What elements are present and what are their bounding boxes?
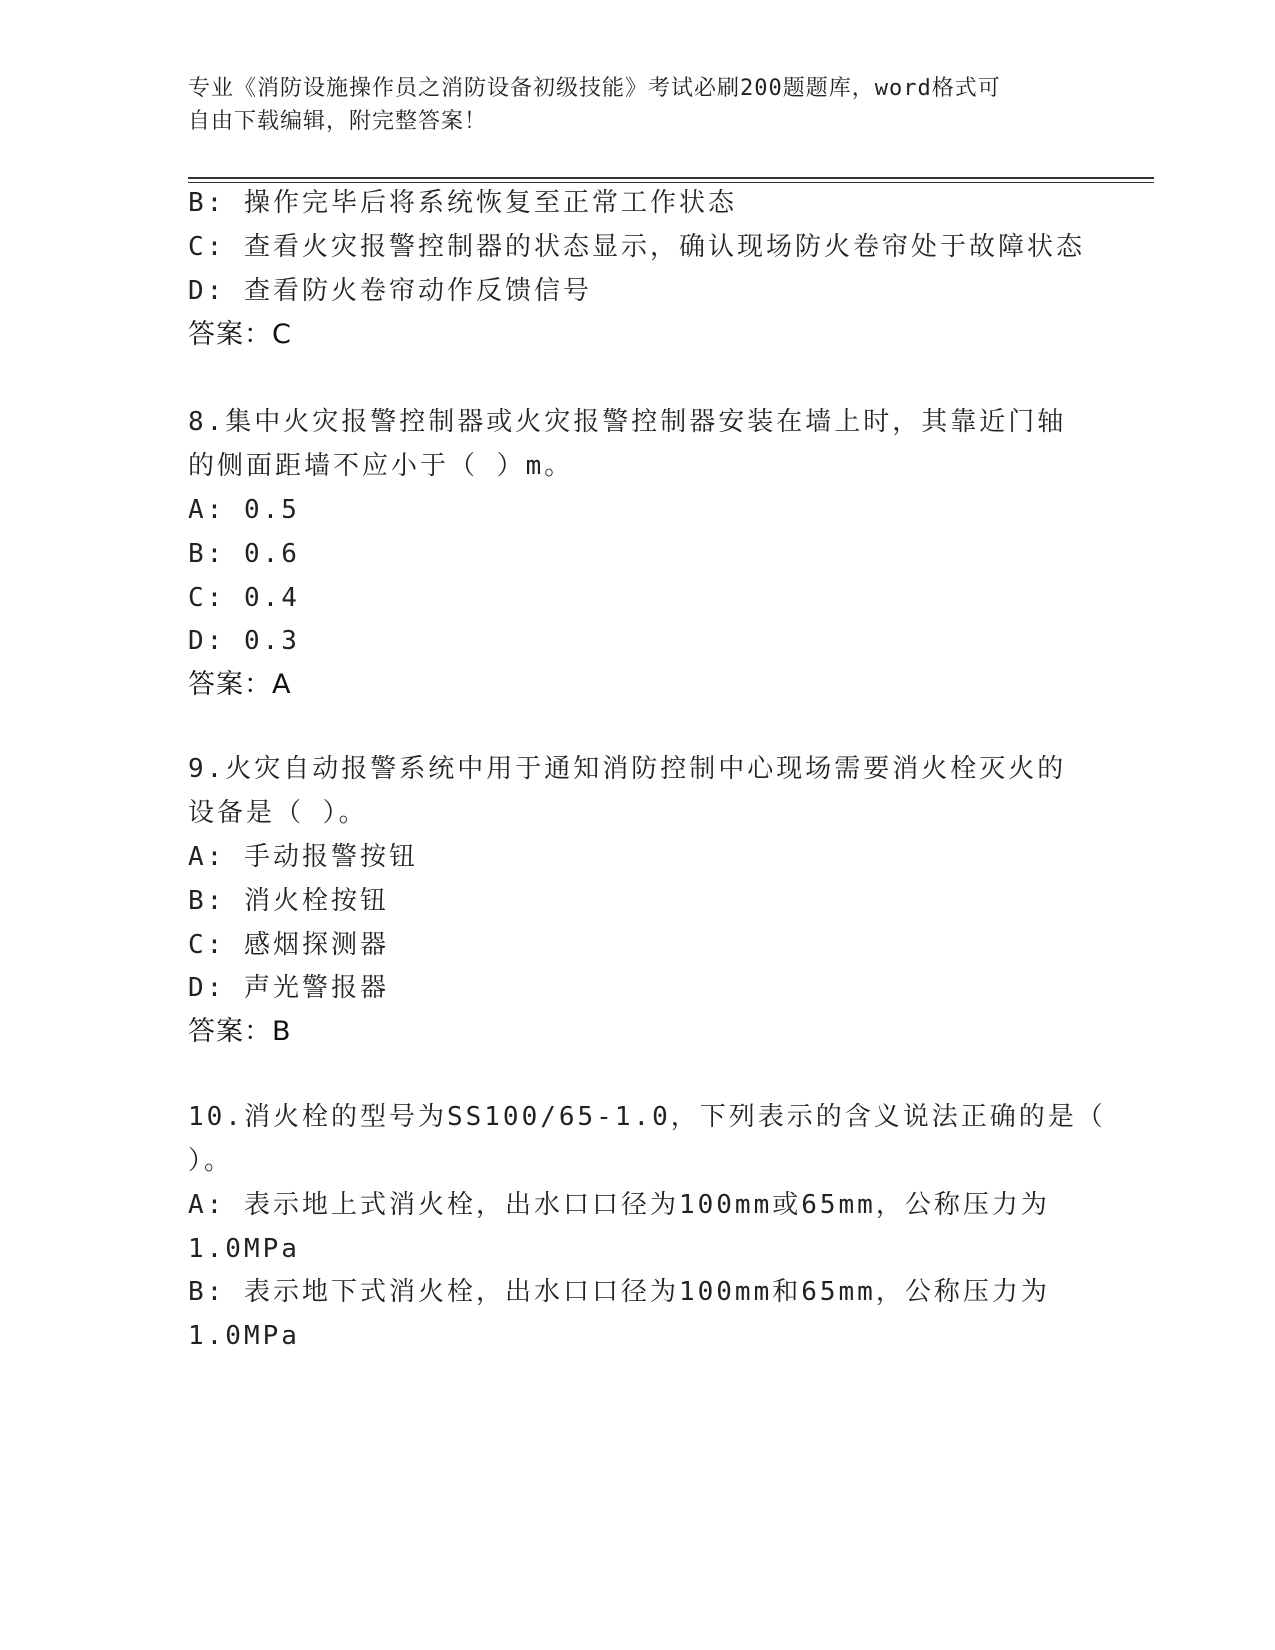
header-line-2: 自由下载编辑，附完整答案！ (188, 109, 488, 134)
header-divider-thin (188, 182, 1154, 183)
q8-stem-line-1: 8.集中火灾报警控制器或火灾报警控制器安装在墙上时，其靠近门轴 (188, 407, 1067, 437)
q10-stem-line-1: 10.消火栓的型号为SS100/65-1.0，下列表示的含义说法正确的是（ (188, 1102, 1106, 1132)
q9-option-c: C: 感烟探测器 (188, 930, 389, 960)
q8-option-b: B: 0.6 (188, 539, 300, 569)
document-header (188, 72, 1068, 138)
q7-option-c: C: 查看火灾报警控制器的状态显示，确认现场防火卷帘处于故障状态 (188, 232, 1085, 262)
q9-stem-line-2: 设备是（ ）。 (188, 798, 368, 828)
q9-option-d: D: 声光警报器 (188, 973, 389, 1003)
q9-option-a: A: 手动报警按钮 (188, 842, 418, 872)
q9-option-b: B: 消火栓按钮 (188, 886, 389, 916)
q7-answer: 答案：C (188, 319, 292, 350)
q9-answer: 答案：B (188, 1016, 292, 1047)
q8-option-a: A: 0.5 (188, 495, 300, 525)
q7-option-b: B: 操作完毕后将系统恢复至正常工作状态 (188, 188, 737, 218)
q10-option-b-line-2: 1.0MPa (188, 1321, 300, 1351)
q10-option-a-line-1: A: 表示地上式消火栓，出水口口径为100mm或65mm，公称压力为 (188, 1190, 1050, 1220)
q10-option-b-line-1: B: 表示地下式消火栓，出水口口径为100mm和65mm，公称压力为 (188, 1277, 1050, 1307)
q7-option-d: D: 查看防火卷帘动作反馈信号 (188, 276, 592, 306)
header-divider-thick (188, 177, 1154, 179)
q8-answer: 答案：A (188, 669, 292, 700)
q8-option-c: C: 0.4 (188, 583, 300, 613)
q8-option-d: D: 0.3 (188, 626, 300, 656)
q9-stem-line-1: 9.火灾自动报警系统中用于通知消防控制中心现场需要消火栓灭火的 (188, 754, 1067, 784)
header-line-1: 专业《消防设施操作员之消防设备初级技能》考试必刷200题题库，word格式可 (188, 76, 1001, 101)
q10-option-a-line-2: 1.0MPa (188, 1234, 300, 1264)
q8-stem-line-2: 的侧面距墙不应小于（ ）m。 (188, 451, 574, 481)
q10-stem-line-2: ）。 (188, 1146, 234, 1176)
